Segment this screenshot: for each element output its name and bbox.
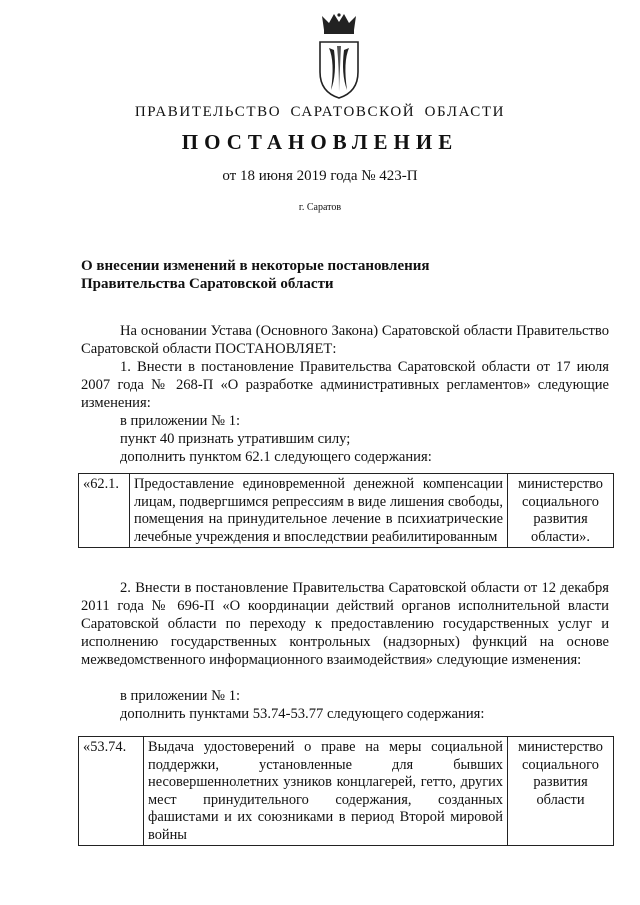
table-cell-responsible: министерство социального развития области [508, 737, 614, 846]
table-cell-description: Предоставление единовременной денежной компенсации лицам, подвергшимся репрессиям в виде лишения свободы, помещения на принудительное лечение в психиатрические лечебные учреждения и впоследствии реабилитированным [130, 474, 508, 548]
preamble-paragraph: На основании Устава (Основного Закона) Саратовской области Правительство Саратовской области ПОСТАНОВЛЯЕТ: [81, 323, 609, 357]
item-1-list [81, 412, 640, 466]
table-cell-description: Выдача удостоверений о праве на меры социальной поддержки, установленные для бывших несовершеннолетних узников концлагерей, гетто, других мест принудительного содержания, созданных фашистами и их союзниками в период Второй мировой войны [144, 737, 508, 846]
item-1-paragraph: 1. Внести в постановление Правительства Саратовской области от 17 июля 2007 года № 268-П «О разработке административных регламентов» следующие изменения: [81, 359, 609, 411]
document-title [81, 257, 541, 293]
item-2-list [81, 687, 640, 723]
item-1-line-appendix: в приложении № 1: [120, 413, 241, 429]
item-2-line-appendix: в приложении № 1: [120, 688, 241, 704]
document-city: г. Саратов [298, 202, 342, 213]
table-row [79, 737, 614, 846]
document-type: ПОСТАНОВЛЕНИЕ [181, 130, 459, 154]
government-name: ПРАВИТЕЛЬСТВО САРАТОВСКОЙ ОБЛАСТИ [134, 104, 506, 120]
amendment-table-1 [78, 473, 614, 548]
coat-of-arms-icon [317, 12, 361, 100]
table-cell-responsible: министерство социального развития области». [508, 474, 614, 548]
table-cell-number: «53.74. [79, 737, 144, 846]
item-2-line-add: дополнить пунктами 53.74-53.77 следующего содержания: [120, 706, 485, 722]
amendment-table-2 [78, 736, 614, 846]
table-cell-number: «62.1. [79, 474, 130, 548]
document-date-number: от 18 июня 2019 года № 423-П [222, 168, 418, 184]
title-line-2: Правительства Саратовской области [81, 276, 334, 292]
item-2-paragraph: 2. Внести в постановление Правительства Саратовской области от 12 декабря 2011 года № 696-П «О координации действий органов исполнительной власти Саратовской области по переходу к предоставлению государственных услуг и исполнению государственных контрольных (надзорных) функций на основе межведомственного информационного взаимодействия» следующие изменения: [81, 580, 609, 668]
title-line-1: О внесении изменений в некоторые постановления [81, 258, 430, 274]
item-1-line-add: дополнить пунктом 62.1 следующего содержания: [120, 449, 432, 465]
table-row [79, 474, 614, 548]
item-1-line-repeal: пункт 40 признать утратившим силу; [120, 431, 351, 447]
